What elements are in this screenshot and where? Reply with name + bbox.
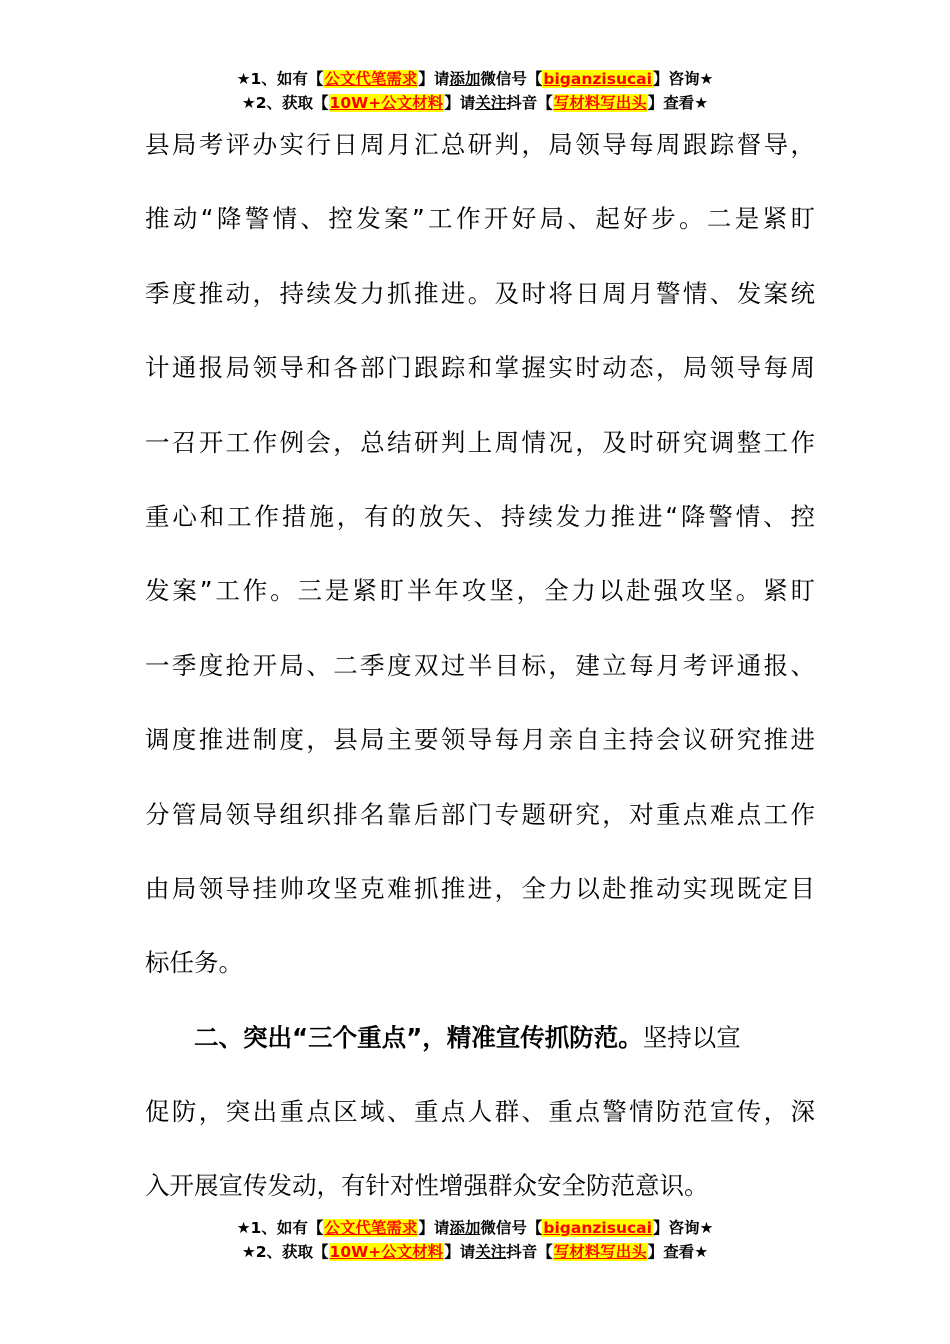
promo-text: 】查看★ (647, 94, 709, 112)
promo-text: ★1、如有【 (236, 1219, 324, 1237)
promo-underlined: 添加 (449, 1219, 481, 1237)
promo-highlight: 公文代笔需求 (324, 70, 418, 88)
promo-highlight: 公文代笔需求 (324, 1219, 418, 1237)
promo-line-2 (0, 1240, 950, 1264)
promo-text: 微信号【 (480, 1219, 543, 1237)
promo-text: 微信号【 (480, 70, 543, 88)
promo-text: 】咨询★ (652, 70, 714, 88)
promo-underlined: 添加 (449, 70, 481, 88)
document-body (145, 108, 815, 1224)
body-line: 一召开工作例会，总结研判上周情况，及时研究调整工作 (145, 427, 815, 457)
promo-highlight: 10W+公文材料 (329, 1243, 444, 1261)
promo-text: 】请 (444, 94, 476, 112)
section-text: 坚持以宣 (642, 1022, 741, 1052)
section-2-first-line (145, 1001, 815, 1075)
promo-text: ★1、如有【 (236, 70, 324, 88)
promo-text: 抖音【 (506, 1243, 553, 1261)
promo-highlight: biganzisucai (543, 70, 652, 88)
promo-text: 】请 (418, 1219, 450, 1237)
promo-line-1 (0, 1216, 950, 1240)
promo-text: 】请 (444, 1243, 476, 1261)
body-line: 县局考评办实行日周月汇总研判，局领导每周跟踪督导， (145, 130, 815, 159)
body-line: 计通报局领导和各部门跟踪和掌握实时动态，局领导每周 (145, 353, 815, 383)
promo-text: 抖音【 (506, 94, 553, 112)
body-line: 入开展宣传发动，有针对性增强群众安全防范意识。 (145, 1171, 709, 1201)
body-line: 一季度抢开局、二季度双过半目标，建立每月考评通报、 (145, 650, 815, 680)
promo-text: 】请 (418, 70, 450, 88)
promo-highlight: 写材料写出头 (553, 1243, 647, 1261)
body-line: 重心和工作措施，有的放矢、持续发力推进“降警情、控 (145, 501, 815, 531)
section-heading: 二、突出“三个重点”，精准宣传抓防范。 (194, 1022, 643, 1052)
promo-text: 】咨询★ (652, 1219, 714, 1237)
promo-text: ★2、获取【 (241, 94, 329, 112)
promo-highlight: biganzisucai (543, 1219, 652, 1237)
promo-highlight: 写材料写出头 (553, 94, 647, 112)
body-line: 分管局领导组织排名靠后部门专题研究，对重点难点工作 (145, 799, 815, 829)
promo-line-1 (0, 67, 950, 91)
body-line: 季度推动，持续发力抓推进。及时将日周月警情、发案统 (145, 278, 815, 308)
promo-highlight: 10W+公文材料 (329, 94, 444, 112)
body-line: 发案”工作。三是紧盯半年攻坚，全力以赴强攻坚。紧盯 (145, 576, 815, 606)
promo-banner-bottom (0, 1216, 950, 1264)
body-line: 推动“降警情、控发案”工作开好局、起好步。二是紧盯 (145, 204, 815, 234)
promo-text: 】查看★ (647, 1243, 709, 1261)
body-line: 促防，突出重点区域、重点人群、重点警情防范宣传，深 (145, 1097, 815, 1127)
promo-underlined: 关注 (475, 1243, 507, 1261)
body-line: 调度推进制度，县局主要领导每月亲自主持会议研究推进 (145, 725, 815, 755)
body-line: 标任务。 (145, 948, 243, 978)
body-line: 由局领导挂帅攻坚克难抓推进，全力以赴推动实现既定目 (145, 873, 815, 903)
promo-text: ★2、获取【 (241, 1243, 329, 1261)
promo-underlined: 关注 (475, 94, 507, 112)
